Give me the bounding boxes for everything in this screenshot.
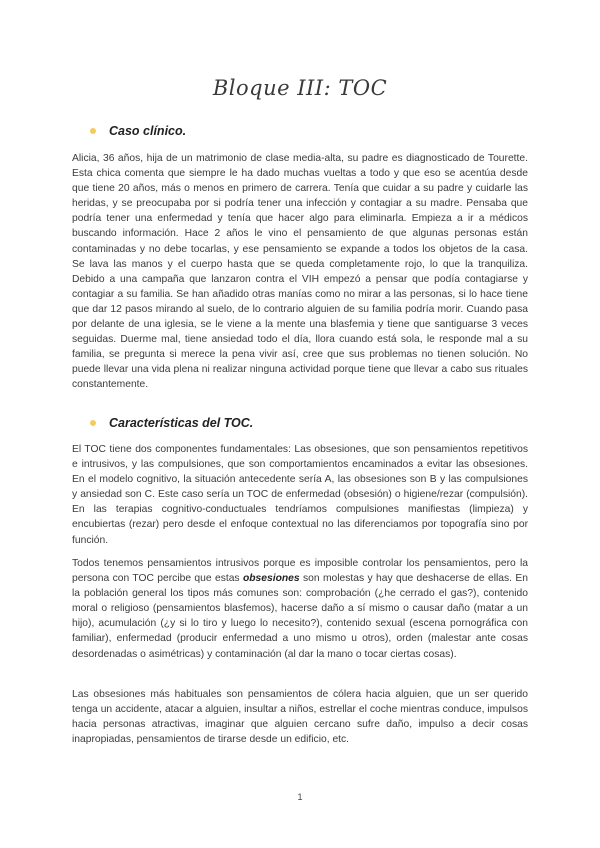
paragraph-text: Todos tenemos pensamientos intrusivos porque es imposible controlar los pensamientos, pero la persona con TOC percibe que estas — [72, 558, 528, 585]
page-number: 1 — [297, 792, 303, 802]
paragraph-pensamientos-intrusivos — [72, 556, 528, 662]
bullet-icon — [90, 420, 96, 426]
paragraph-componentes-toc: El TOC tiene dos componentes fundamentales: Las obsesiones, que son pensamientos repetitivos e intrusivos, y las compulsiones, que son comportamientos encaminados a evitar las obsesiones. En el modelo cognitivo, la situación antecedente sería A, las obsesiones son B y las compulsiones y ansiedad son C. Este caso sería un TOC de enfermedad (obsesión) o higiene/rezar (compulsión). En las terapias cognitivo-conductuales tendríamos compulsiones manifiestas (limpieza) y encubiertas (rezar) pero desde el enfoque contextual no las diferenciamos por topografía sino por función. — [72, 444, 528, 546]
paragraph-text: son molestas y hay que deshacerse de ellas. En la población general los tipos más comunes son: comprobación (¿he cerrado el gas?), contenido moral o religioso (pensamientos blasfemos), hacerse daño a sí mismo o causar daño (matar a un hijo), acumulación (¿y si lo tiro y luego lo necesito?), contenido sexual (escena pornográfica con familiar), enfermedad (producir enfermedad a uno mismo u otros), orden (malestar ante cosas desordenadas o asimétricas) y contaminación (al dar la mano o tocar ciertas cosas). — [72, 573, 528, 660]
bold-term-obsesiones: obsesiones — [242, 573, 300, 585]
paragraph-obsesiones-habituales: Las obsesiones más habituales son pensamientos de cólera hacia alguien, que un ser querido tenga un accidente, atacar a alguien, insultar a niños, estrellar el coche mientras conduce, impulsos hacia personas atractivas, imaginar que alguien cercano sufre daño, impulso a decir cosas inapropiadas, pensamientos de tirarse desde un edificio, etc. — [72, 689, 528, 746]
page-title: Bloque III: TOC — [212, 76, 388, 100]
section-heading-label: Características del TOC. — [109, 416, 254, 430]
paragraph-caso-clinico: Alicia, 36 años, hija de un matrimonio de clase media-alta, su padre es diagnosticado de Tourette. Esta chica comenta que siempre le ha dado muchas vueltas a todo y que eso se acentúa desde que tiene 20 años, más o menos en primero de carrera. Tenía que cuidar a su padre y cuidarle las heridas, y se preocupaba por si podría tener una infección y contagiar a su madre. Pensaba que podría tener una enfermedad y tenía que hacer algo para eliminarla. Empieza a ir a médicos buscando información. Hace 2 años le vino el pensamiento de que algunas personas están contaminadas y no debe tocarlas, y ese pensamiento se expande a todos los objetos de la casa. Se lava las manos y el cuerpo hasta que se queda completamente rojo, lo que la tranquiliza. Debido a una campaña que lanzaron contra el VIH empezó a pensar que podía contagiarse y contagiar a su familia. Se han añadido otras manías como no mirar a las personas, si lo hace tiene que dar 12 pasos mirando al suelo, de lo contrario alguien de su familia podría morir. Cuando pasa por delante de una iglesia, se le viene a la mente una blasfemia y tiene que santiguarse 3 veces seguidas. Duerme mal, tiene ansiedad todo el día, llora cuando está sola, le responde mal a su familia, se pregunta si merece la pena vivir así, cree que sus problemas no tienen solución. No puede llevar una vida plena ni realizar ninguna actividad porque tiene que llevar a cabo sus rituales constantemente. — [72, 153, 528, 391]
bullet-icon — [90, 128, 96, 134]
section-heading-caso-clinico — [90, 124, 186, 138]
section-heading-caracteristicas — [90, 416, 253, 430]
section-heading-label: Caso clínico. — [109, 124, 187, 138]
